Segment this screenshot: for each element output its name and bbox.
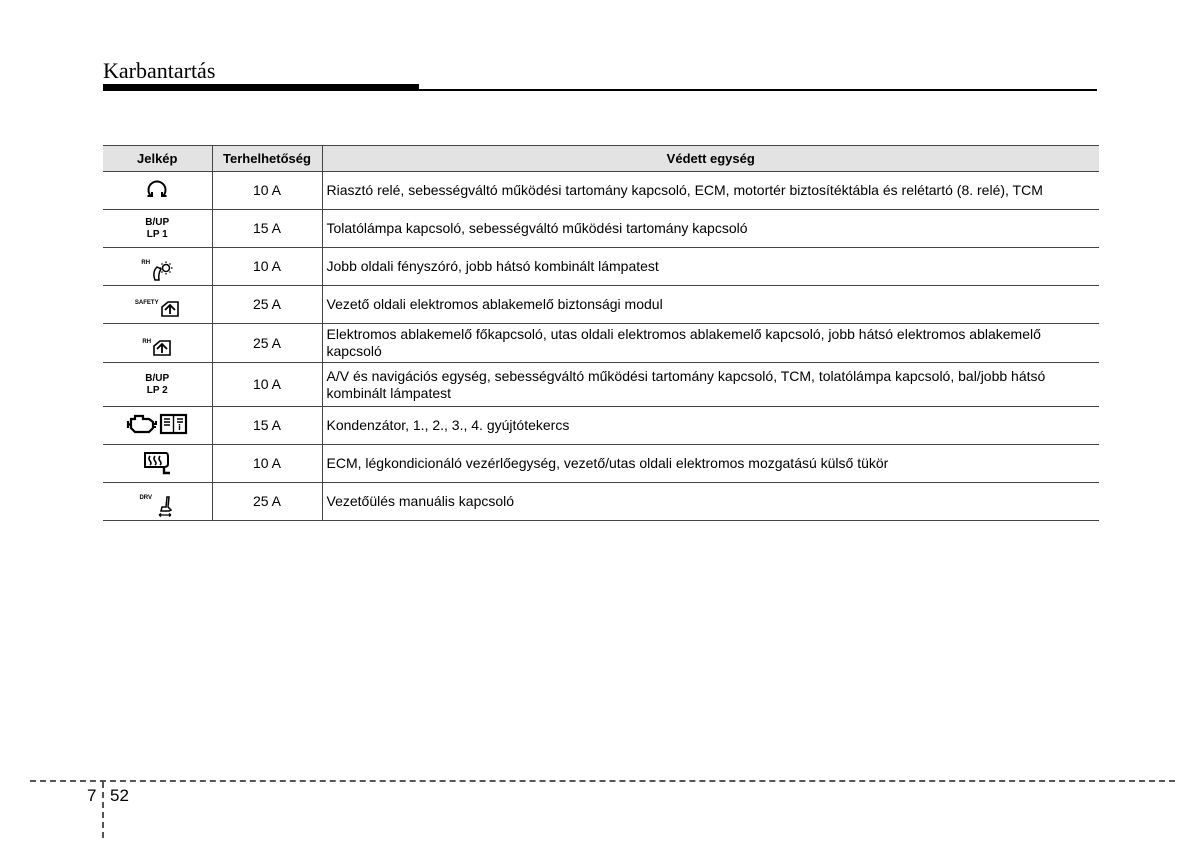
symbol-text: B/UP LP 2	[145, 372, 170, 396]
symbol-cell	[103, 407, 212, 445]
symbol-label: RH	[142, 338, 152, 345]
chapter-number: 7	[87, 786, 97, 805]
symbol-text: B/UP LP 1	[145, 216, 170, 240]
fuse-table	[103, 145, 1099, 521]
footer-dashed-rule	[30, 780, 1175, 782]
page-number: 52	[110, 786, 129, 805]
symbol-cell	[103, 483, 212, 521]
header-rule-thin	[419, 89, 1097, 91]
rating-cell: 15 A	[212, 210, 322, 248]
symbol-label: SAFETY	[134, 300, 159, 306]
header-rule-thick	[103, 84, 419, 91]
column-header-protected-unit: Védett egység	[322, 146, 1099, 172]
rating-cell: 25 A	[212, 483, 322, 521]
symbol-label: DRV	[139, 495, 153, 501]
table-header-row	[103, 146, 1099, 172]
table-row	[103, 248, 1099, 286]
description-cell: Kondenzátor, 1., 2., 3., 4. gyújtótekercs	[322, 407, 1099, 445]
symbol-cell	[103, 210, 212, 248]
description-cell: Elektromos ablakemelő főkapcsoló, utas oldali elektromos ablakemelő kapcsoló, jobb hátsó elektromos ablakemelő kapcsoló	[322, 324, 1099, 363]
headlamp-symbol	[141, 260, 173, 282]
headlamp-icon	[151, 260, 173, 282]
rating-cell: 10 A	[212, 363, 322, 407]
power-window-symbol	[135, 300, 180, 318]
svg-text:i: i	[178, 422, 182, 432]
table-row	[103, 210, 1099, 248]
table-row	[103, 483, 1099, 521]
footer-dashed-divider	[102, 782, 104, 838]
table-row	[103, 445, 1099, 483]
engine-manual-icon	[125, 412, 189, 436]
table-row	[103, 172, 1099, 210]
symbol-cell	[103, 363, 212, 407]
driver-seat-symbol	[139, 495, 175, 517]
power-window-icon	[160, 300, 180, 318]
column-header-rating: Terhelhetőség	[212, 146, 322, 172]
description-cell: Riasztó relé, sebességváltó működési tartomány kapcsoló, ECM, motortér biztosítéktábla és relétartó (8. relé), TCM	[322, 172, 1099, 210]
rating-cell: 25 A	[212, 286, 322, 324]
rating-cell: 25 A	[212, 324, 322, 363]
rating-cell: 15 A	[212, 407, 322, 445]
description-cell: Vezetőülés manuális kapcsoló	[322, 483, 1099, 521]
table-row	[103, 407, 1099, 445]
table-row	[103, 363, 1099, 407]
description-cell: A/V és navigációs egység, sebességváltó működési tartomány kapcsoló, TCM, tolatólámpa kapcsoló, bal/jobb hátsó kombinált lámpatest	[322, 363, 1099, 407]
description-cell: Jobb oldali fényszóró, jobb hátsó kombinált lámpatest	[322, 248, 1099, 286]
symbol-cell	[103, 445, 212, 483]
alarm-relay-icon	[144, 177, 170, 201]
description-cell: ECM, légkondicionáló vezérlőegység, vezető/utas oldali elektromos mozgatású külső tükör	[322, 445, 1099, 483]
mirror-heater-icon	[142, 449, 172, 475]
symbol-label: RH	[141, 260, 151, 266]
rating-cell: 10 A	[212, 248, 322, 286]
description-cell: Tolatólámpa kapcsoló, sebességváltó működési tartomány kapcsoló	[322, 210, 1099, 248]
driver-seat-icon	[153, 495, 175, 517]
power-window-icon	[152, 339, 172, 357]
column-header-symbol: Jelkép	[103, 146, 212, 172]
table-row	[103, 324, 1099, 363]
symbol-cell	[103, 324, 212, 363]
power-window-symbol	[142, 339, 172, 357]
rating-cell: 10 A	[212, 172, 322, 210]
symbol-cell	[103, 172, 212, 210]
symbol-cell	[103, 286, 212, 324]
symbol-cell	[103, 248, 212, 286]
description-cell: Vezető oldali elektromos ablakemelő biztonsági modul	[322, 286, 1099, 324]
section-title: Karbantartás	[103, 58, 216, 83]
table-row	[103, 286, 1099, 324]
rating-cell: 10 A	[212, 445, 322, 483]
